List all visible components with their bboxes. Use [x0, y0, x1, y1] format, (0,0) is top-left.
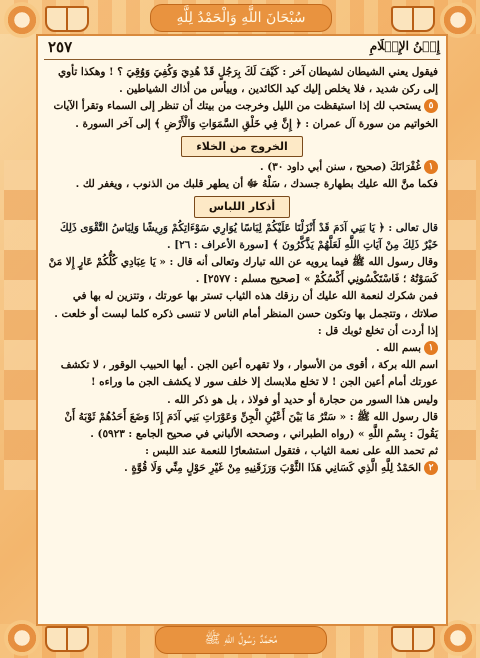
page-number: ٢٥٧ [44, 38, 76, 56]
item-number-badge: ٢ [424, 461, 438, 475]
corner-medallion-icon [440, 2, 476, 38]
paragraph: اسم الله بركة ، أقوى من الأسوار ، ولا تقهره أعين الجن . أيها الحبيب الوقور ، لا تكشف عورتك أمام أعين الجن ! لا تخلع ملابسك إلا خلف سور لا يكشف الجن ما وراءه ! [60, 359, 438, 389]
paragraph: ثم تحمد الله على نعمة الثياب ، فتقول استشعارًا للنعمة عند اللبس : [145, 445, 438, 458]
paragraph: فيقول يعني الشيطان لشيطان آخر : كَيْفَ لَكَ بِرَجُلٍ قَدْ هُدِيَ وَكُفِيَ وَوُقِيَ ؟ ! وهكذا تأوي إلى ركن شديد ، فلا يخلص إليك كيد الكائدين ، وييأس من أذاك الشياطين . [58, 66, 438, 96]
running-header [44, 39, 440, 60]
open-book-icon [391, 6, 435, 32]
paragraph: وليس هذا السور من حجارة أو حديد أو فولاذ ، بل هو ذكر الله . [167, 393, 438, 406]
paragraph: فمن شكرك لنعمة الله عليك أن رزقك هذه الثياب تستر بها عورتك ، وتتزين له بها في صلاتك ، وتتجمل بها وتكون حسن المنظر أمام الناس لا تنسى ذكره كلما لبست أو خلعت . [54, 290, 438, 320]
section-heading: الخروج من الخلاء [181, 136, 303, 157]
paragraph: إذا أردت أن تخلع ثوبك قل : [317, 324, 438, 337]
paragraph: فكما منَّ الله عليك بطهارة جسدك ، سَلْهُ ﷻ أن يطهر قلبك من الذنوب ، ويغفر لك . [75, 178, 438, 191]
open-book-icon [45, 626, 89, 652]
hadith: وقال رسول الله ﷺ فيما يرويه عن الله تبارك وتعالى أنه قال : « يَا عِبَادِي كُلُّكُمْ عَارٍ إِلا مَنْ كَسَوْتُهُ ؛ فَاسْتَكْسُونِي أَكْسُكُمْ » [صحيح مسلم : ٢٥٧٧] . [48, 256, 438, 286]
open-book-icon [391, 626, 435, 652]
paragraph: ٥يستحب لك إذا استيقظت من الليل وخرجت من بيتك أن تنظر إلى السماء وتقرأ الآيات الخواتيم من سورة آل عمران : ﴿ إِنَّ فِي خَلْقِ السَّمَوَاتِ وَالْأَرْضِ ﴾ إلى آخر السورة . [53, 100, 438, 130]
left-calligraphy-panel [4, 160, 36, 490]
item-number-badge: ١ [424, 160, 438, 174]
running-title: إِيۡنُ الإِسۡلَامِ [369, 39, 440, 53]
paragraph: ١بسم الله . [46, 340, 438, 357]
top-calligraphy-banner: سُبْحَانَ اللَّهِ وَالْحَمْدُ لِلَّهِ [150, 4, 332, 32]
paragraph: ٢الحَمْدُ لِلَّهِ الَّذِي كَسَانِي هَذَا الثَّوْبَ وَرَزَقَنِيهِ مِنْ غَيْرِ حَوْلٍ مِنِّي وَلَا قُوَّةٍ . [46, 460, 438, 477]
corner-medallion-icon [4, 620, 40, 656]
hadith: قال رسول الله ﷺ : « سَتْرُ مَا بَيْنَ أَعْيُنِ الْجِنِّ وَعَوْرَاتِ بَنِي آدَمَ إِذَا وَضَعَ أَحَدُهُمْ ثَوْبَهُ أَنْ يَقُولَ : بِسْمِ اللَّهِ » (رواه الطبراني ، وصححه الألباني في صحيح الجامع : ٥٩٢٣) . [64, 410, 438, 441]
item-number-badge: ١ [424, 341, 438, 355]
item-number-badge: ٥ [424, 99, 438, 113]
bottom-calligraphy-banner: مُحَمَّدٌ رَسُولُ اللَّهِ ﷺ [155, 626, 327, 654]
corner-medallion-icon [4, 2, 40, 38]
page-content [36, 34, 448, 626]
right-calligraphy-panel [444, 160, 476, 490]
open-book-icon [45, 6, 89, 32]
paragraph: ١غُفْرَانَكَ (صحيح ، سنن أبي داود ٣٠) . [46, 159, 438, 176]
quran-verse: قال تعالى : ﴿ يَا بَنِي آدَمَ قَدْ أَنْزَلْنَا عَلَيْكُمْ لِبَاسًا يُوَارِي سَوْءَاتِكُمْ وَرِيشًا وَلِبَاسُ التَّقْوَى ذَلِكَ خَيْرٌ ذَلِكَ مِنْ آيَاتِ اللَّهِ لَعَلَّهُمْ يَذَّكَّرُونَ ﴾ [سورة الأعراف : ٢٦] . [60, 221, 438, 251]
section-heading: أذكار اللباس [194, 196, 290, 217]
body-text [38, 60, 446, 478]
